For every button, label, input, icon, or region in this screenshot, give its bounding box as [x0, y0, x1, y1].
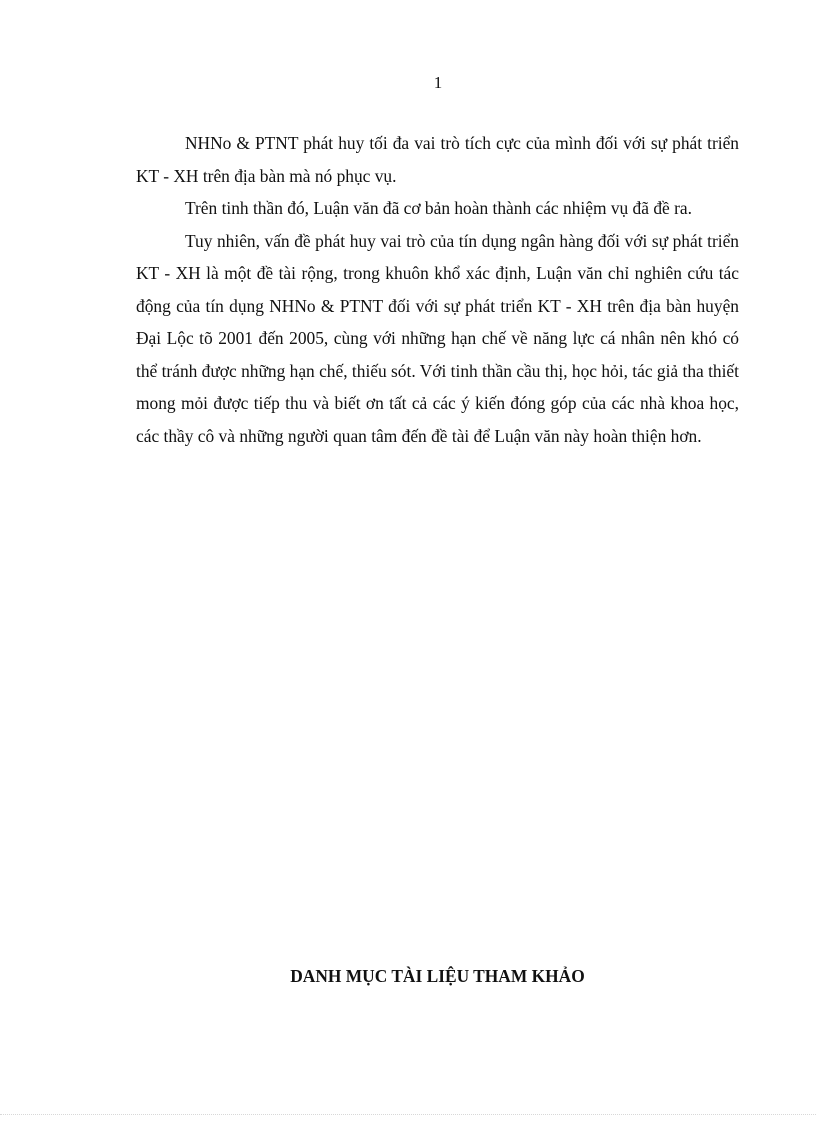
paragraph: NHNo & PTNT phát huy tối đa vai trò tích cực của mình đối với sự phát triển KT - XH trên địa bàn mà nó phục vụ. [136, 133, 739, 186]
references-heading: DANH MỤC TÀI LIỆU THAM KHẢO [290, 966, 585, 986]
page-break-line [0, 1114, 816, 1115]
body-text [136, 127, 739, 452]
page-number: 1 [433, 73, 443, 92]
paragraph: Trên tinh thần đó, Luận văn đã cơ bản hoàn thành các nhiệm vụ đã đề ra. [185, 198, 692, 218]
paragraph: Tuy nhiên, vấn đề phát huy vai trò của tín dụng ngân hàng đối với sự phát triển KT - XH là một đề tài rộng, trong khuôn khổ xác định, Luận văn chỉ nghiên cứu tác động của tín dụng NHNo & PTNT đối với sự phát triển KT - XH trên địa bàn huyện Đại Lộc tõ 2001 đến 2005, cùng với những hạn chế về năng lực cá nhân nên khó có thể tránh được những hạn chế, thiếu sót. Với tinh thần cầu thị, học hỏi, tác giả tha thiết mong mỏi được tiếp thu và biết ơn tất cả các ý kiến đóng góp của các nhà khoa học, các thầy cô và những người quan tâm đến đề tài để Luận văn này hoàn thiện hơn. [136, 230, 739, 446]
